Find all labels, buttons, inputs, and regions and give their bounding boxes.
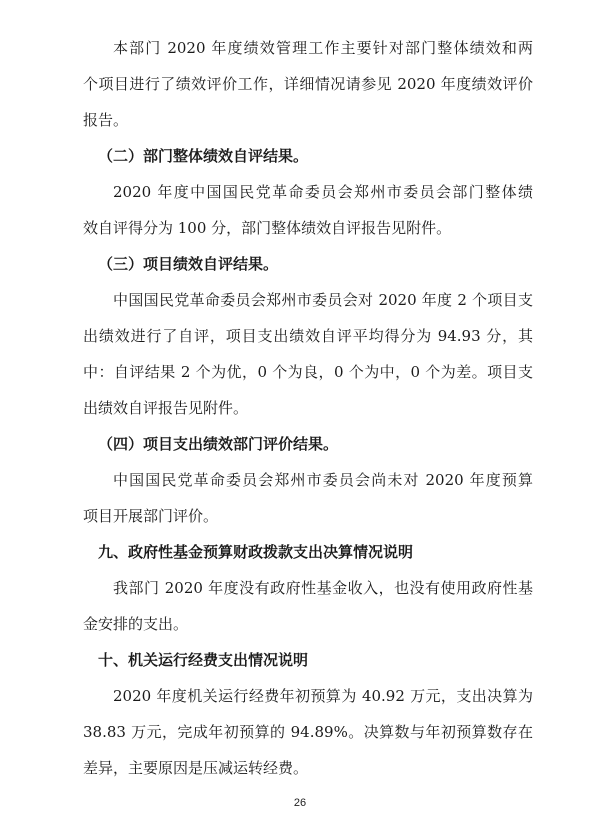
page-number: 26 bbox=[293, 797, 307, 809]
section-subheading: （二）部门整体绩效自评结果。 bbox=[98, 147, 309, 165]
paragraph-line: 个项目进行了绩效评价工作，详细情况请参见 2020 年度绩效评价 bbox=[83, 75, 533, 93]
paragraph-line: 38.83 万元，完成年初预算的 94.89%。决算数与年初预算数存在 bbox=[83, 723, 533, 741]
paragraph-line: 出绩效进行了自评，项目支出绩效自评平均得分为 94.93 分，其 bbox=[83, 327, 533, 345]
paragraph-line: 差异，主要原因是压减运转经费。 bbox=[83, 759, 309, 777]
paragraph-line: 2020 年度中国国民党革命委员会郑州市委员会部门整体绩 bbox=[113, 183, 533, 201]
paragraph-line: 效自评得分为 100 分，部门整体绩效自评报告见附件。 bbox=[83, 219, 452, 237]
section-subheading: （三）项目绩效自评结果。 bbox=[98, 255, 279, 273]
paragraph-line: 中国国民党革命委员会郑州市委员会尚未对 2020 年度预算 bbox=[113, 471, 533, 489]
paragraph-line: 中：自评结果 2 个为优，0 个为良，0 个为中，0 个为差。项目支 bbox=[83, 363, 533, 381]
section-subheading: （四）项目支出绩效部门评价结果。 bbox=[98, 435, 339, 453]
paragraph-line: 报告。 bbox=[83, 111, 129, 129]
paragraph-line: 金安排的支出。 bbox=[83, 615, 189, 633]
paragraph-line: 中国国民党革命委员会郑州市委员会对 2020 年度 2 个项目支 bbox=[113, 291, 533, 309]
paragraph-line: 2020 年度机关运行经费年初预算为 40.92 万元，支出决算为 bbox=[113, 687, 533, 705]
paragraph-line: 项目开展部门评价。 bbox=[83, 507, 219, 525]
section-heading: 十、机关运行经费支出情况说明 bbox=[98, 651, 309, 669]
paragraph-line: 出绩效自评报告见附件。 bbox=[83, 399, 249, 417]
section-heading: 九、政府性基金预算财政拨款支出决算情况说明 bbox=[98, 543, 414, 561]
paragraph-line: 本部门 2020 年度绩效管理工作主要针对部门整体绩效和两 bbox=[113, 39, 533, 57]
paragraph-line: 我部门 2020 年度没有政府性基金收入，也没有使用政府性基 bbox=[113, 579, 533, 597]
